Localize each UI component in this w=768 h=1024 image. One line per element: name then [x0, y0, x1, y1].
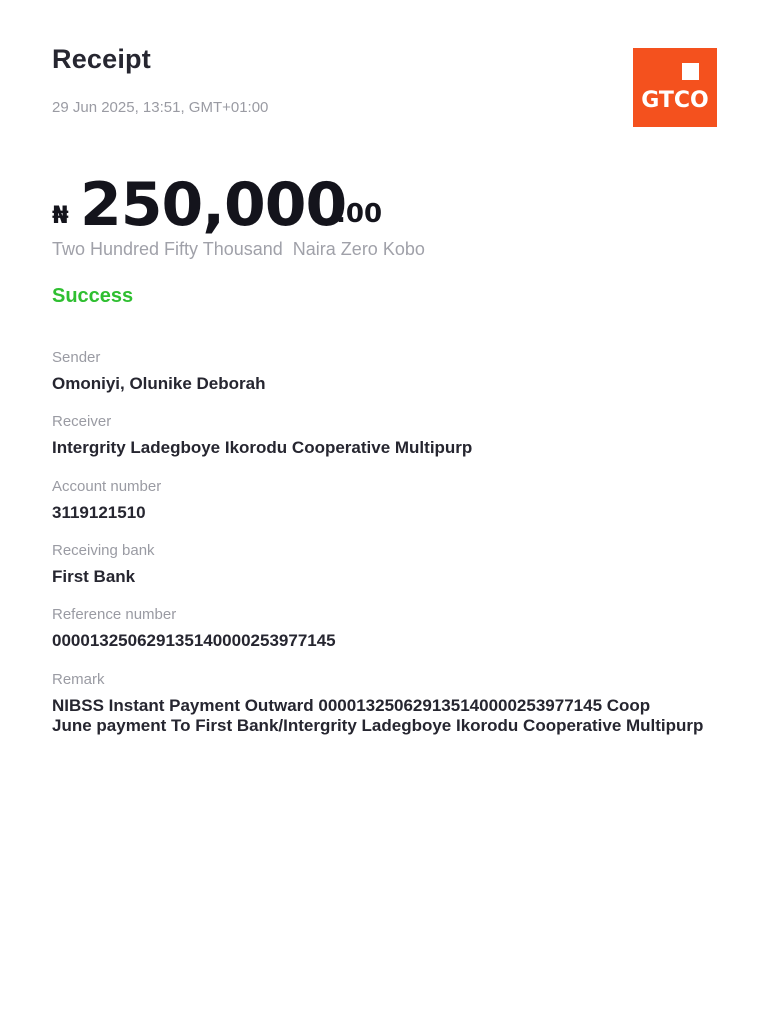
- logo-square-icon: [682, 63, 699, 80]
- remark-line-2: June payment To First Bank/Intergrity Ladegboye Ikorodu Cooperative Multipurp: [52, 716, 704, 735]
- receiver-label: Receiver: [52, 413, 112, 430]
- transaction-datetime: 29 Jun 2025, 13:51, GMT+01:00: [52, 99, 269, 116]
- reference-number-label: Reference number: [52, 606, 177, 623]
- reference-number-value: 000013250629135140000253977145: [52, 631, 336, 650]
- amount-in-words: Two Hundred Fifty Thousand Naira Zero Kobo: [52, 239, 425, 259]
- gtco-logo: [633, 48, 717, 127]
- sender-value: Omoniyi, Olunike Deborah: [52, 374, 266, 393]
- receiving-bank-label: Receiving bank: [52, 542, 155, 559]
- sender-label: Sender: [52, 349, 101, 366]
- page-title: Receipt: [52, 44, 151, 74]
- status-badge: Success: [52, 285, 134, 307]
- receiving-bank-value: First Bank: [52, 567, 136, 586]
- amount-decimal: .00: [336, 199, 383, 229]
- naira-currency-icon: ₦: [52, 201, 69, 229]
- account-number-value: 3119121510: [52, 503, 146, 522]
- receiver-value: Intergrity Ladegboye Ikorodu Cooperative Multipurp: [52, 438, 473, 457]
- remark-line-1: NIBSS Instant Payment Outward 000013250629135140000253977145 Coop: [52, 696, 651, 715]
- remark-value: [52, 696, 762, 736]
- remark-label: Remark: [52, 671, 105, 688]
- logo-text: GTCO: [641, 88, 709, 113]
- amount-main: 250,000: [80, 170, 347, 240]
- account-number-label: Account number: [52, 478, 162, 495]
